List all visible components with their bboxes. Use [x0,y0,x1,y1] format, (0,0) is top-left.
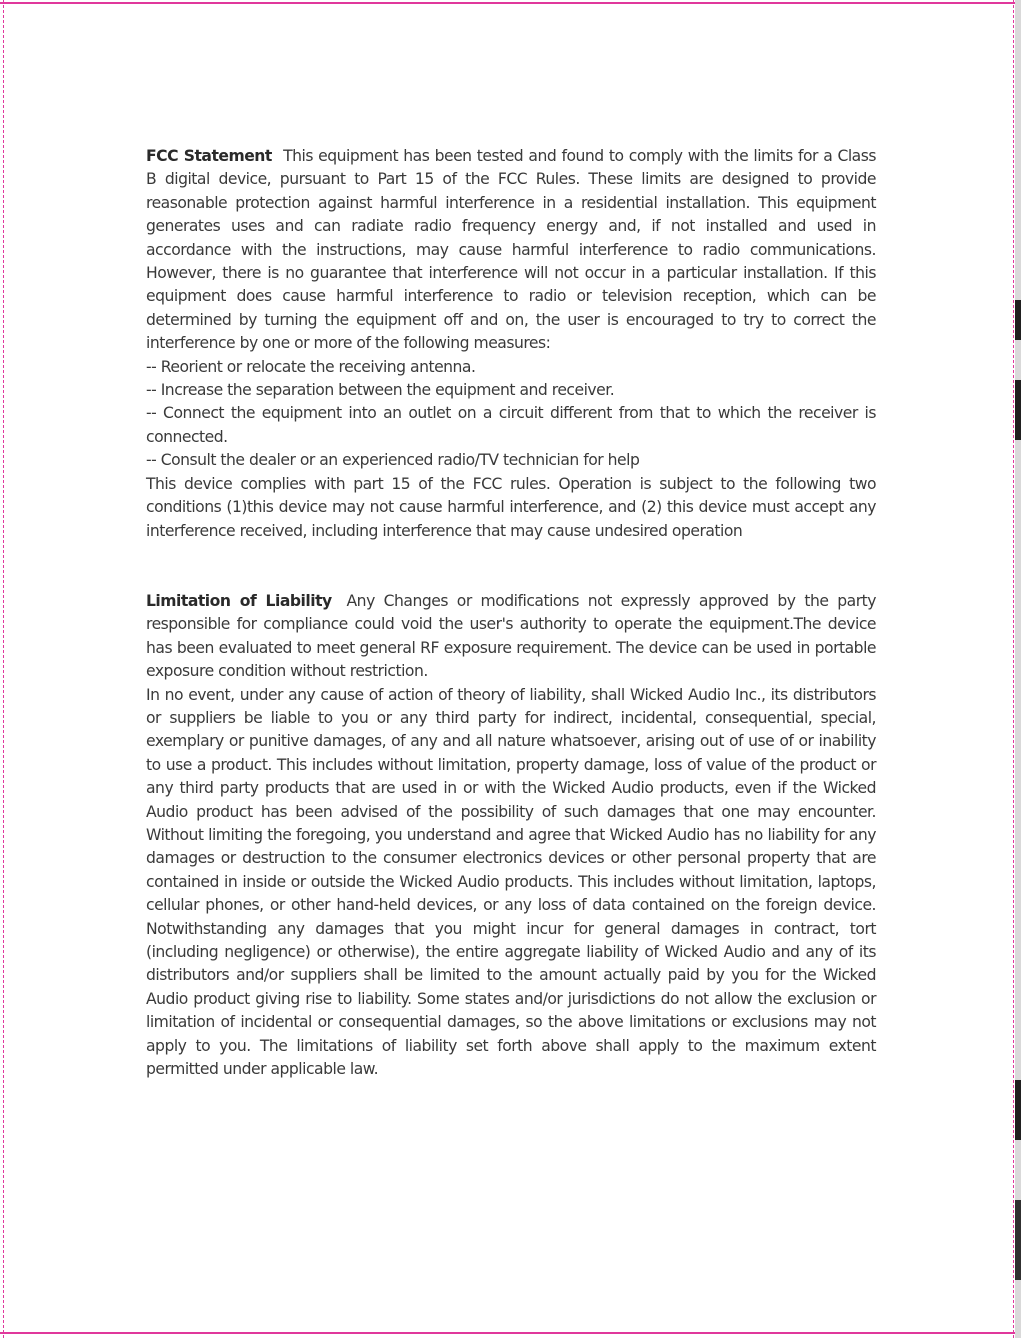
fcc-intro-text: This equipment has been tested and found to comply with the limits for a Class B digital device, pursuant to Part 15 of the FCC Rules. These limits are designed to provide reasonable protection against harmful interference in a residential installation. This equipment generates uses and can radiate radio frequency energy and, if not installed and used in accordance with the instructions, may cause harmful interference to radio communications. However, there is no guarantee that interference will not occur in a particular installation. If this equipment does cause harmful interference to radio or television reception, which can be determined by turning the equipment off and on, the user is encouraged to try to correct the interference by one or more of the following measures: [146,147,876,353]
fcc-measure-4: -- Consult the dealer or an experienced radio/TV technician for help [146,451,640,470]
trim-line-left [3,0,4,1338]
trim-line-right [1013,0,1014,1338]
page-edge-strip [1015,0,1021,1338]
fcc-measure-1: -- Reorient or relocate the receiving antenna. [146,357,476,376]
liability-body-paragraph: In no event, under any cause of action of theory of liability, shall Wicked Audio Inc., its distributors or suppliers be liable to you or any third party for indirect, incidental, consequential, special, exemplary or punitive damages, of any and all nature whatsoever, arising out of use of or inability to use a product. This includes without limitation, property damage, loss of value of the product or any third party products that are used in or with the Wicked Audio products, even if the Wicked Audio product has been advised of the possibility of such damages that one may encounter. Without limiting the foregoing, you understand and agree that Wicked Audio has no liability for any damages or destruction to the consumer electronics devices or other personal property that are contained in inside or outside the Wicked Audio products. This includes without limitation, laptops, cellular phones, or other hand-held devices, or any loss of data contained on the foreign device. Notwithstanding any damages that you might incur for general damages in contract, tort (including negligence) or otherwise), the entire aggregate liability of Wicked Audio and any of its distributors and/or suppliers shall be limited to the amount actually paid by you for the Wicked Audio product giving rise to liability. Some states and/or jurisdictions do not allow the exclusion or limitation of incidental or consequential damages, so the above limitations or exclusions may not apply to you. The limitations of liability set forth above shall apply to the maximum extent permitted under applicable law. [146,685,876,1079]
liability-intro-text: Any Changes or modifications not expressly approved by the party responsible for compliance could void the user's authority to operate the equipment.The device has been evaluated to meet general RF exposure requirement. The device can be used in portable exposure condition without restriction. [146,591,876,681]
liability-heading: Limitation of Liability [146,591,332,610]
document-body [146,145,876,1081]
trim-line-bottom [0,1332,1016,1334]
fcc-measure-2: -- Increase the separation between the equipment and receiver. [146,381,615,400]
fcc-heading: FCC Statement [146,147,272,165]
fcc-intro-paragraph [146,145,876,356]
fcc-compliance-paragraph: This device complies with part 15 of the FCC rules. Operation is subject to the following two conditions (1)this device may not cause harmful interference, and (2) this device must accept any interference received, including interference that may cause undesired operation [146,474,876,540]
fcc-measure-3: -- Connect the equipment into an outlet on a circuit different from that to which the receiver is connected. [146,404,876,446]
fcc-statement-section [146,145,876,543]
liability-intro-paragraph [146,590,876,684]
trim-line-top [0,2,1016,4]
limitation-of-liability-section [146,590,876,1082]
